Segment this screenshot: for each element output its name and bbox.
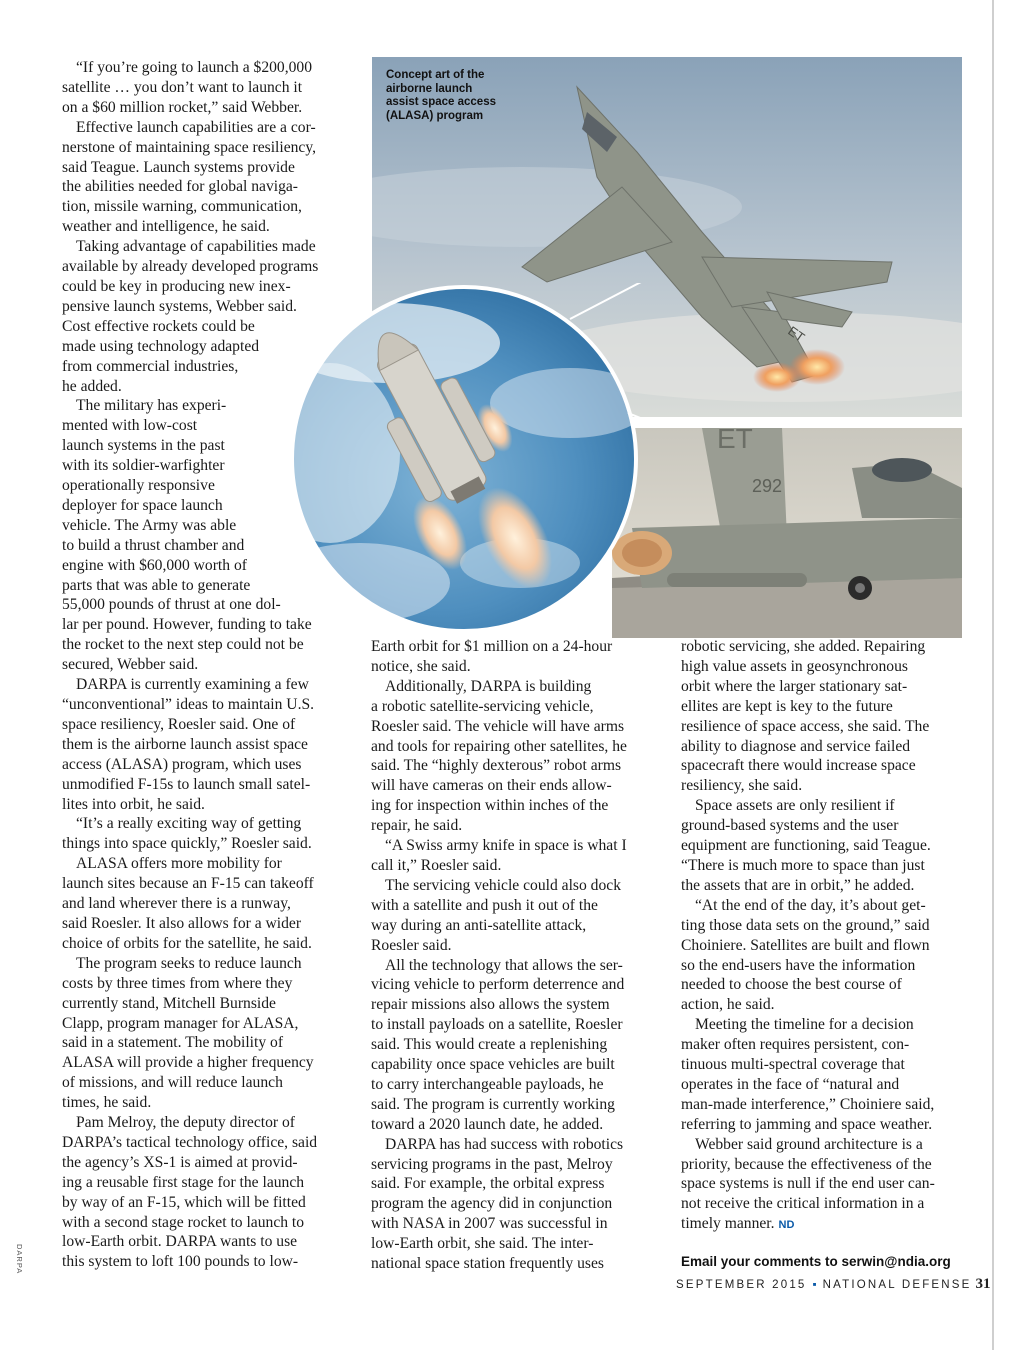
text-line-content: this system to loft 100 pounds to low- bbox=[62, 1253, 299, 1271]
email-comments-line: Email your comments to serwin@ndia.org bbox=[681, 1254, 951, 1269]
text-line-content: equipment are functioning, said Teague. bbox=[681, 837, 931, 855]
photo-caption bbox=[386, 69, 496, 123]
text-line-content: to install payloads on a satellite, Roesler bbox=[371, 1016, 623, 1034]
text-line-content: low-Earth orbit. DARPA wants to use bbox=[62, 1233, 298, 1251]
text-line-content: ALASA will provide a higher frequency bbox=[62, 1054, 314, 1072]
text-line bbox=[681, 916, 971, 936]
text-line bbox=[371, 896, 661, 916]
text-line-content: engine with $60,000 worth of bbox=[62, 556, 247, 574]
text-line bbox=[681, 1135, 971, 1155]
text-line-content: DARPA’s tactical technology office, said bbox=[62, 1133, 318, 1151]
text-line-content: ability to diagnose and service failed bbox=[681, 737, 911, 755]
text-line bbox=[681, 1174, 971, 1194]
text-line-content: orbit where the larger stationary sat- bbox=[681, 677, 908, 695]
text-line-content: lar per pound. However, funding to take bbox=[62, 616, 312, 634]
text-line bbox=[62, 655, 352, 675]
text-line bbox=[62, 1153, 352, 1173]
text-line bbox=[371, 737, 661, 757]
text-line-content: Space assets are only resilient if bbox=[695, 797, 895, 815]
text-line-content: by way of an F-15, which will be fitted bbox=[62, 1193, 306, 1211]
text-line bbox=[371, 836, 661, 856]
text-line-content: Clapp, program manager for ALASA, bbox=[62, 1014, 299, 1032]
text-line-content: currently stand, Mitchell Burnside bbox=[62, 994, 276, 1012]
text-line-content: notice, she said. bbox=[371, 657, 471, 675]
text-line-content: Meeting the timeline for a decision bbox=[695, 1016, 914, 1034]
text-line-content: man-made interference,” Choiniere said, bbox=[681, 1095, 935, 1113]
text-line-content: costs by three times from where they bbox=[62, 974, 293, 992]
text-line-content: weather and intelligence, he said. bbox=[62, 218, 270, 236]
text-line bbox=[62, 1252, 352, 1272]
text-line bbox=[371, 1234, 661, 1254]
text-line bbox=[62, 894, 352, 914]
text-line-content: “At the end of the day, it’s about get- bbox=[695, 896, 926, 914]
text-line bbox=[62, 476, 352, 496]
caption-line: (ALASA) program bbox=[386, 109, 484, 122]
text-line bbox=[62, 1213, 352, 1233]
text-line-content: The program seeks to reduce launch bbox=[76, 954, 302, 972]
text-line bbox=[371, 1115, 661, 1135]
text-line bbox=[62, 1133, 352, 1153]
text-line-content: space resiliency, Roesler said. One of bbox=[62, 715, 296, 733]
text-line bbox=[62, 1053, 352, 1073]
text-line bbox=[62, 994, 352, 1014]
text-line-content: “A Swiss army knife in space is what I bbox=[385, 837, 627, 855]
text-line bbox=[681, 936, 971, 956]
text-line-content: “There is much more to space than just bbox=[681, 856, 925, 874]
text-line bbox=[62, 197, 352, 217]
text-line-content: high value assets in geosynchronous bbox=[681, 657, 908, 675]
text-line-content: on a $60 million rocket,” said Webber. bbox=[62, 98, 303, 116]
text-line-content: said in a statement. The mobility of bbox=[62, 1034, 284, 1052]
text-line-content: he added. bbox=[62, 377, 122, 395]
text-line-content: robotic servicing, she added. Repairing bbox=[681, 638, 926, 655]
text-line-content: said. This would create a replenishing bbox=[371, 1036, 608, 1054]
text-line bbox=[681, 677, 971, 697]
text-line bbox=[681, 776, 971, 796]
text-line-content: the abilities needed for global naviga- bbox=[62, 178, 298, 196]
text-line-content: action, he said. bbox=[681, 996, 775, 1014]
text-line bbox=[62, 675, 352, 695]
text-line bbox=[371, 956, 661, 976]
text-line-content: repair, he said. bbox=[371, 817, 463, 835]
text-line bbox=[681, 697, 971, 717]
text-line bbox=[681, 1115, 971, 1135]
text-line-content: All the technology that allows the ser- bbox=[385, 956, 623, 974]
text-line bbox=[62, 536, 352, 556]
text-line-content: DARPA is currently examining a few bbox=[76, 676, 309, 694]
text-line-content: launch sites because an F-15 can takeoff bbox=[62, 875, 314, 893]
text-line-content: tion, missile warning, communication, bbox=[62, 198, 302, 216]
text-line-content: pensive launch systems, Webber said. bbox=[62, 297, 297, 315]
text-line bbox=[371, 1135, 661, 1155]
text-line bbox=[62, 357, 352, 377]
article-column-1 bbox=[62, 58, 352, 1272]
text-line-content: Effective launch capabilities are a cor- bbox=[76, 118, 316, 136]
text-line bbox=[62, 1014, 352, 1034]
text-line bbox=[681, 1214, 971, 1236]
text-line bbox=[681, 1155, 971, 1175]
footer-separator: ▪ bbox=[812, 1279, 817, 1291]
text-line-content: access (ALASA) program, which uses bbox=[62, 755, 302, 773]
text-line bbox=[371, 816, 661, 836]
text-line bbox=[681, 1015, 971, 1035]
text-line bbox=[62, 516, 352, 536]
text-line-content: the rocket to the next step could not be bbox=[62, 636, 304, 654]
text-line bbox=[371, 1055, 661, 1075]
text-line-content: with NASA in 2007 was successful in bbox=[371, 1215, 608, 1233]
text-line bbox=[681, 1035, 971, 1055]
text-line bbox=[62, 337, 352, 357]
text-line-content: tinuous multi-spectral coverage that bbox=[681, 1056, 905, 1074]
text-line-content: vehicle. The Army was able bbox=[62, 516, 237, 534]
text-line bbox=[62, 715, 352, 735]
text-line bbox=[62, 755, 352, 775]
footer-date: SEPTEMBER 2015 bbox=[676, 1279, 807, 1291]
text-line-content: launch systems in the past bbox=[62, 437, 225, 455]
text-line bbox=[371, 1155, 661, 1175]
text-line-content: 55,000 pounds of thrust at one dol- bbox=[62, 596, 281, 614]
text-line bbox=[371, 876, 661, 896]
text-line bbox=[62, 576, 352, 596]
text-line-content: to build a thrust chamber and bbox=[62, 536, 245, 554]
text-line-content: way during an anti-satellite attack, bbox=[371, 916, 587, 934]
text-line-content: ellites are kept is key to the future bbox=[681, 697, 893, 715]
text-line-content: referring to jamming and space weather. bbox=[681, 1115, 933, 1133]
text-line-content: not receive the critical information in a bbox=[681, 1195, 925, 1213]
footer-publication: NATIONAL DEFENSE bbox=[822, 1279, 972, 1291]
text-line bbox=[371, 975, 661, 995]
text-line-content: operates in the face of “natural and bbox=[681, 1075, 900, 1093]
text-line bbox=[681, 637, 971, 657]
text-line bbox=[371, 1095, 661, 1115]
text-line bbox=[62, 1232, 352, 1252]
text-line bbox=[681, 737, 971, 757]
page-edge-divider bbox=[992, 0, 994, 1350]
text-line-content: The servicing vehicle could also dock bbox=[385, 876, 621, 894]
text-line-content: said. The program is currently working bbox=[371, 1095, 615, 1113]
text-line-content: choice of orbits for the satellite, he said. bbox=[62, 934, 312, 952]
text-line bbox=[62, 217, 352, 237]
text-line-content: said Roesler. It also allows for a wider bbox=[62, 914, 302, 932]
text-line bbox=[371, 1194, 661, 1214]
text-line-content: nerstone of maintaining space resiliency, bbox=[62, 138, 317, 156]
text-line bbox=[681, 896, 971, 916]
text-line-content: priority, because the effectiveness of the bbox=[681, 1155, 932, 1173]
text-line-content: the agency’s XS-1 is aimed at provid- bbox=[62, 1153, 298, 1171]
text-line bbox=[62, 854, 352, 874]
article-column-3 bbox=[681, 637, 971, 1236]
text-line-content: parts that was able to generate bbox=[62, 576, 251, 594]
text-line bbox=[62, 615, 352, 635]
text-line-content: a robotic satellite-servicing vehicle, bbox=[371, 697, 594, 715]
text-line-content: unmodified F-15s to launch small satel- bbox=[62, 775, 311, 793]
text-line bbox=[62, 735, 352, 755]
text-line-content: the assets that are in orbit,” he added. bbox=[681, 876, 915, 894]
text-line bbox=[62, 1113, 352, 1133]
text-line bbox=[62, 317, 352, 337]
text-line bbox=[62, 138, 352, 158]
text-line-content: times, he said. bbox=[62, 1094, 152, 1112]
text-line-content: resiliency, she said. bbox=[681, 777, 803, 795]
text-line bbox=[62, 556, 352, 576]
text-line bbox=[681, 876, 971, 896]
caption-line: assist space access bbox=[386, 96, 496, 108]
text-line bbox=[371, 1015, 661, 1035]
text-line-content: said. The “highly dexterous” robot arms bbox=[371, 757, 622, 775]
text-line bbox=[681, 657, 971, 677]
text-line-content: available by already developed programs bbox=[62, 258, 319, 276]
text-line bbox=[62, 496, 352, 516]
text-line-content: will have cameras on their ends allow- bbox=[371, 777, 612, 795]
text-line-content: from commercial industries, bbox=[62, 357, 239, 375]
text-line-content: made using technology adapted bbox=[62, 337, 260, 355]
text-line-content: so the end-users have the information bbox=[681, 956, 916, 974]
text-line bbox=[681, 995, 971, 1015]
text-line bbox=[681, 975, 971, 995]
text-line-content: with a second stage rocket to launch to bbox=[62, 1213, 305, 1231]
text-line bbox=[62, 177, 352, 197]
text-line-content: Webber said ground architecture is a bbox=[695, 1135, 923, 1153]
text-line-content: ing for inspection within inches of the bbox=[371, 797, 609, 815]
text-line bbox=[62, 396, 352, 416]
text-line-content: timely manner. bbox=[681, 1215, 775, 1233]
text-line bbox=[681, 717, 971, 737]
text-line-content: Roesler said. bbox=[371, 936, 452, 954]
text-line bbox=[62, 954, 352, 974]
text-line bbox=[62, 814, 352, 834]
text-line-content: toward a 2020 launch date, he added. bbox=[371, 1115, 604, 1133]
text-line bbox=[62, 775, 352, 795]
text-line-content: could be key in producing new inex- bbox=[62, 277, 291, 295]
text-line-content: Additionally, DARPA is building bbox=[385, 677, 592, 695]
text-line-content: space systems is null if the end user can- bbox=[681, 1175, 935, 1193]
text-line-content: said Teague. Launch systems provide bbox=[62, 158, 295, 176]
text-line-content: operationally responsive bbox=[62, 477, 215, 495]
text-line-content: resilience of space access, she said. The bbox=[681, 717, 930, 735]
text-line-content: with a satellite and push it out of the bbox=[371, 896, 598, 914]
text-line bbox=[62, 1073, 352, 1093]
caption-line: Concept art of the bbox=[386, 69, 485, 81]
text-line bbox=[62, 1193, 352, 1213]
text-line bbox=[371, 637, 661, 657]
text-line bbox=[371, 717, 661, 737]
text-line bbox=[62, 1093, 352, 1113]
text-line bbox=[681, 956, 971, 976]
article-column-2 bbox=[371, 637, 661, 1274]
text-line bbox=[681, 816, 971, 836]
text-line-content: and land wherever there is a runway, bbox=[62, 895, 291, 913]
text-line-content: Pam Melroy, the deputy director of bbox=[76, 1114, 295, 1132]
text-line bbox=[371, 995, 661, 1015]
text-line bbox=[681, 796, 971, 816]
text-line-content: DARPA has had success with robotics bbox=[385, 1135, 624, 1153]
text-line-content: repair missions also allows the system bbox=[371, 996, 610, 1014]
nd-end-mark: ND bbox=[778, 1219, 795, 1232]
text-line-content: with its soldier-warfighter bbox=[62, 457, 225, 475]
text-line bbox=[371, 756, 661, 776]
text-line-content: secured, Webber said. bbox=[62, 656, 199, 674]
text-line bbox=[371, 697, 661, 717]
text-line-content: to carry interchangeable payloads, he bbox=[371, 1075, 604, 1093]
text-line-content: “If you’re going to launch a $200,000 bbox=[76, 59, 313, 76]
text-line bbox=[62, 595, 352, 615]
text-line bbox=[62, 914, 352, 934]
text-line-content: Taking advantage of capabilities made bbox=[76, 238, 316, 256]
text-line-content: call it,” Roesler said. bbox=[371, 856, 502, 874]
text-line bbox=[371, 856, 661, 876]
text-line-content: things into space quickly,” Roesler said. bbox=[62, 835, 312, 853]
page-number: 31 bbox=[975, 1276, 991, 1292]
text-line bbox=[62, 416, 352, 436]
text-line-content: national space station frequently uses bbox=[371, 1255, 604, 1273]
text-line bbox=[62, 874, 352, 894]
text-line bbox=[62, 456, 352, 476]
text-line bbox=[62, 436, 352, 456]
text-line-content: of missions, and will reduce launch bbox=[62, 1074, 283, 1092]
text-line-content: lites into orbit, he said. bbox=[62, 795, 205, 813]
text-line bbox=[62, 1033, 352, 1053]
text-line-content: spacecraft there would increase space bbox=[681, 757, 916, 775]
text-line-content: mented with low-cost bbox=[62, 417, 198, 435]
text-line-content: maker often requires persistent, con- bbox=[681, 1036, 910, 1054]
text-line bbox=[62, 78, 352, 98]
text-line-content: Cost effective rockets could be bbox=[62, 317, 255, 335]
text-line bbox=[371, 1035, 661, 1055]
text-line bbox=[62, 118, 352, 138]
text-line bbox=[371, 936, 661, 956]
text-line bbox=[371, 1214, 661, 1234]
text-line bbox=[62, 795, 352, 815]
text-line bbox=[62, 257, 352, 277]
jet-runway-photo bbox=[612, 428, 962, 638]
text-line-content: low-Earth orbit, she said. The inter- bbox=[371, 1235, 594, 1253]
text-line bbox=[681, 1075, 971, 1095]
text-line bbox=[62, 297, 352, 317]
tail-number: 292 bbox=[752, 476, 783, 496]
text-line-content: Roesler said. The vehicle will have arms bbox=[371, 717, 625, 735]
text-line-content: ting those data sets on the ground,” said bbox=[681, 916, 930, 934]
text-line bbox=[62, 635, 352, 655]
text-line bbox=[371, 916, 661, 936]
text-line-content: ground-based systems and the user bbox=[681, 817, 899, 835]
text-line-content: servicing programs in the past, Melroy bbox=[371, 1155, 613, 1173]
tail-code-small: ET bbox=[785, 323, 808, 345]
text-line-content: said. For example, the orbital express bbox=[371, 1175, 605, 1193]
text-line-content: vicing vehicle to perform deterrence and bbox=[371, 976, 625, 994]
text-line-content: deployer for space launch bbox=[62, 496, 223, 514]
text-line bbox=[62, 1173, 352, 1193]
text-line-content: and tools for repairing other satellites, he bbox=[371, 737, 627, 755]
text-line bbox=[371, 677, 661, 697]
text-line-content: ALASA offers more mobility for bbox=[76, 855, 282, 873]
caption-line: airborne launch bbox=[386, 82, 473, 95]
text-line bbox=[62, 237, 352, 257]
text-line bbox=[62, 377, 352, 397]
text-line-content: “It’s a really exciting way of getting bbox=[76, 815, 302, 833]
text-line bbox=[681, 756, 971, 776]
text-line bbox=[681, 1095, 971, 1115]
text-line bbox=[62, 934, 352, 954]
text-line bbox=[62, 58, 352, 78]
text-line-content: The military has experi- bbox=[76, 397, 227, 415]
text-line-content: capability once space vehicles are built bbox=[371, 1056, 615, 1074]
text-line-content: Choiniere. Satellites are built and flown bbox=[681, 936, 930, 954]
text-line bbox=[681, 1055, 971, 1075]
text-line bbox=[371, 1174, 661, 1194]
text-line bbox=[371, 1075, 661, 1095]
text-line bbox=[371, 1254, 661, 1274]
text-line bbox=[681, 856, 971, 876]
text-line-content: Earth orbit for $1 million on a 24-hour bbox=[371, 638, 613, 655]
text-line bbox=[62, 158, 352, 178]
tail-code-large: ET bbox=[717, 428, 753, 454]
text-line bbox=[371, 796, 661, 816]
text-line-content: “unconventional” ideas to maintain U.S. bbox=[62, 696, 315, 713]
page-footer bbox=[676, 1276, 991, 1293]
text-line bbox=[681, 836, 971, 856]
text-line-content: them is the airborne launch assist space bbox=[62, 735, 308, 753]
text-line bbox=[62, 98, 352, 118]
text-line bbox=[62, 695, 352, 715]
photo-credit: DARPA bbox=[15, 1244, 24, 1275]
text-line bbox=[62, 834, 352, 854]
text-line bbox=[371, 657, 661, 677]
text-line bbox=[681, 1194, 971, 1214]
text-line bbox=[62, 974, 352, 994]
text-line bbox=[62, 277, 352, 297]
text-line-content: needed to choose the best course of bbox=[681, 976, 902, 994]
text-line-content: program the agency did in conjunction bbox=[371, 1195, 613, 1213]
text-line bbox=[371, 776, 661, 796]
text-line-content: ing a reusable first stage for the launch bbox=[62, 1173, 305, 1191]
text-line-content: satellite … you don’t want to launch it bbox=[62, 78, 303, 96]
